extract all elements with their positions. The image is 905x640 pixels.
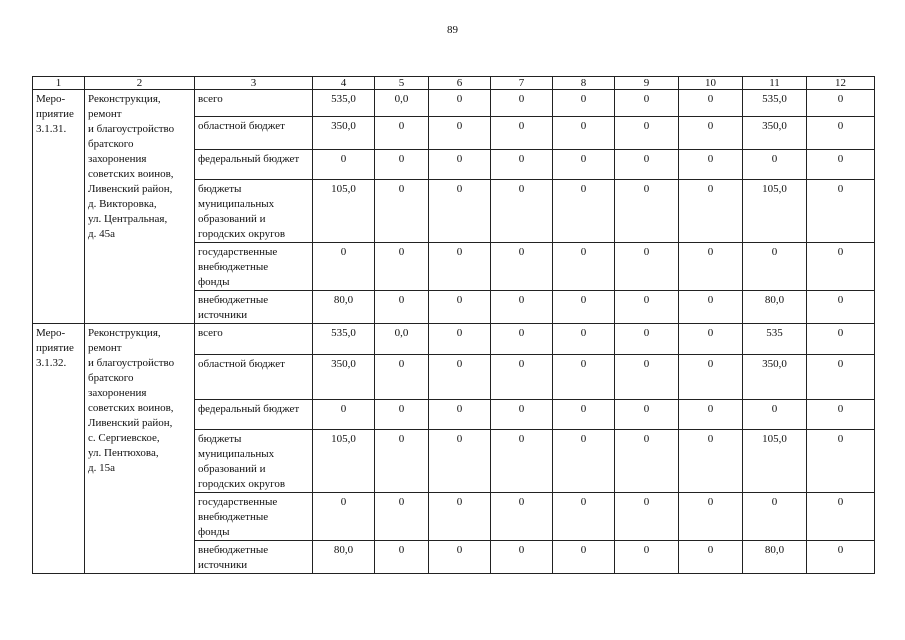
column-number-cell: 10 [679,77,743,90]
value-cell: 0 [615,117,679,150]
text-line: образований и [198,463,266,475]
value-cell: 0 [375,243,429,291]
value-cell: 0 [375,400,429,430]
value-cell: 0 [429,355,491,400]
value-cell: 0 [491,493,553,541]
text-line: и благоустройство [88,123,175,135]
value-cell: 0 [679,90,743,117]
value-cell: 105,0 [313,180,375,243]
value-cell: 0 [743,150,807,180]
value-cell: 535 [743,324,807,355]
column-number-cell: 7 [491,77,553,90]
value-cell: 0,0 [375,324,429,355]
value-cell: 0 [375,180,429,243]
value-cell: 0 [807,117,875,150]
value-cell: 0 [615,430,679,493]
text-line: бюджеты [198,183,242,195]
value-cell: 0 [429,90,491,117]
column-number-cell: 9 [615,77,679,90]
value-cell: 0 [615,150,679,180]
value-cell: 0 [679,150,743,180]
text-line: муниципальных [198,448,275,460]
value-cell: 0 [553,150,615,180]
value-cell: 0 [615,324,679,355]
value-cell: 0 [429,400,491,430]
text-line: захоронения [88,387,147,399]
value-cell: 0 [313,243,375,291]
column-number-cell: 8 [553,77,615,90]
text-line: Реконструкция, [88,93,161,105]
column-number-cell: 4 [313,77,375,90]
column-number-cell: 12 [807,77,875,90]
value-cell: 0 [491,541,553,574]
value-cell: 0 [491,430,553,493]
value-cell: 0 [615,291,679,324]
value-cell: 0 [375,150,429,180]
value-cell: 0 [375,355,429,400]
value-cell: 0 [491,400,553,430]
value-cell: 0 [807,150,875,180]
value-cell: 0 [429,150,491,180]
value-cell: 0 [375,291,429,324]
funding-source-cell [195,180,313,243]
value-cell: 0 [429,117,491,150]
page-number: 89 [447,24,458,36]
text-line: государственные [198,496,278,508]
value-cell: 0 [807,430,875,493]
value-cell: 0 [429,324,491,355]
value-cell: 0 [491,355,553,400]
value-cell: 0 [807,493,875,541]
text-line: фонды [198,276,230,288]
funding-source-cell [195,541,313,574]
value-cell: 0 [375,493,429,541]
funding-source-cell [195,430,313,493]
value-cell: 0 [429,243,491,291]
text-line: федеральный бюджет [198,153,300,165]
text-line: братского [88,372,134,384]
text-line: Меро- [36,327,66,339]
text-line: источники [198,309,248,321]
value-cell: 0 [679,400,743,430]
funding-source-cell [195,400,313,430]
text-line: фонды [198,526,230,538]
value-cell: 0 [429,493,491,541]
value-cell: 0 [491,117,553,150]
text-line: д. 45а [88,228,115,240]
value-cell: 0 [553,400,615,430]
text-line: образований и [198,213,266,225]
value-cell: 0 [429,541,491,574]
text-line: государственные [198,246,278,258]
value-cell: 0 [807,324,875,355]
table-row [33,90,875,117]
value-cell: 0 [743,243,807,291]
value-cell: 0 [553,117,615,150]
value-cell: 0 [553,493,615,541]
value-cell: 0 [491,291,553,324]
text-line: городских округов [198,228,286,240]
value-cell: 0 [615,400,679,430]
value-cell: 0 [553,355,615,400]
value-cell: 0 [615,355,679,400]
text-line: захоронения [88,153,147,165]
text-line: д. Викторовка, [88,198,157,210]
value-cell: 0 [429,430,491,493]
value-cell: 105,0 [743,180,807,243]
value-cell: 350,0 [313,117,375,150]
value-cell: 0 [807,400,875,430]
column-number-cell: 1 [33,77,85,90]
value-cell: 0 [553,430,615,493]
column-number-cell: 6 [429,77,491,90]
value-cell: 0 [313,493,375,541]
value-cell: 0 [615,541,679,574]
text-line: областной бюджет [198,120,285,132]
value-cell: 535,0 [313,90,375,117]
value-cell: 0 [553,291,615,324]
text-line: ремонт [88,108,122,120]
text-line: Реконструкция, [88,327,161,339]
description-cell [85,324,195,574]
value-cell: 0 [491,324,553,355]
funding-source-cell [195,355,313,400]
text-line: ул. Пентюхова, [88,447,159,459]
column-number-cell: 2 [85,77,195,90]
funding-source-cell [195,90,313,117]
text-line: советских воинов, [88,168,174,180]
value-cell: 0 [375,117,429,150]
value-cell: 80,0 [743,291,807,324]
text-line: областной бюджет [198,358,285,370]
value-cell: 350,0 [313,355,375,400]
text-line: всего [198,93,223,105]
value-cell: 350,0 [743,355,807,400]
text-line: городских округов [198,478,286,490]
value-cell: 0 [807,355,875,400]
funding-source-cell [195,291,313,324]
value-cell: 535,0 [313,324,375,355]
value-cell: 0 [807,180,875,243]
value-cell: 0 [679,324,743,355]
value-cell: 0 [491,150,553,180]
description-cell [85,90,195,324]
value-cell: 0 [375,430,429,493]
funding-source-cell [195,117,313,150]
value-cell: 0 [807,90,875,117]
column-number-cell: 11 [743,77,807,90]
value-cell: 0 [679,291,743,324]
text-line: советских воинов, [88,402,174,414]
value-cell: 0 [679,541,743,574]
value-cell: 0 [553,243,615,291]
column-number-cell: 5 [375,77,429,90]
column-number-row [33,77,875,90]
table-row [33,324,875,355]
value-cell: 0 [743,493,807,541]
text-line: источники [198,559,248,571]
value-cell: 0 [553,324,615,355]
value-cell: 0 [679,180,743,243]
value-cell: 0 [679,493,743,541]
text-line: Меро- [36,93,66,105]
value-cell: 0 [615,243,679,291]
funding-source-cell [195,243,313,291]
value-cell: 0 [743,400,807,430]
value-cell: 0 [679,430,743,493]
value-cell: 0 [491,180,553,243]
measure-cell [33,90,85,324]
budget-table [32,76,875,574]
value-cell: 0 [491,243,553,291]
value-cell: 0 [375,541,429,574]
value-cell: 0 [679,355,743,400]
value-cell: 0 [429,180,491,243]
value-cell: 0 [807,291,875,324]
value-cell: 0 [553,541,615,574]
value-cell: 0,0 [375,90,429,117]
text-line: братского [88,138,134,150]
text-line: муниципальных [198,198,275,210]
text-line: Ливенский район, [88,417,173,429]
measure-cell [33,324,85,574]
funding-source-cell [195,493,313,541]
value-cell: 0 [615,493,679,541]
text-line: Ливенский район, [88,183,173,195]
value-cell: 105,0 [743,430,807,493]
text-line: приятие [36,342,74,354]
text-line: внебюджетные [198,294,269,306]
text-line: всего [198,327,223,339]
value-cell: 80,0 [313,541,375,574]
value-cell: 80,0 [313,291,375,324]
value-cell: 0 [615,90,679,117]
text-line: ул. Центральная, [88,213,168,225]
funding-source-cell [195,150,313,180]
text-line: федеральный бюджет [198,403,300,415]
funding-source-cell [195,324,313,355]
text-line: 3.1.32. [36,357,67,369]
value-cell: 0 [679,243,743,291]
value-cell: 0 [807,541,875,574]
value-cell: 0 [313,150,375,180]
value-cell: 0 [615,180,679,243]
value-cell: 0 [553,180,615,243]
value-cell: 0 [491,90,553,117]
value-cell: 0 [807,243,875,291]
value-cell: 535,0 [743,90,807,117]
value-cell: 105,0 [313,430,375,493]
value-cell: 0 [553,90,615,117]
column-number-cell: 3 [195,77,313,90]
value-cell: 80,0 [743,541,807,574]
text-line: внебюджетные [198,261,269,273]
text-line: внебюджетные [198,511,269,523]
text-line: д. 15а [88,462,115,474]
value-cell: 0 [429,291,491,324]
value-cell: 0 [679,117,743,150]
text-line: 3.1.31. [36,123,67,135]
value-cell: 350,0 [743,117,807,150]
text-line: с. Сергиевское, [88,432,160,444]
text-line: внебюджетные [198,544,269,556]
text-line: приятие [36,108,74,120]
text-line: и благоустройство [88,357,175,369]
text-line: ремонт [88,342,122,354]
text-line: бюджеты [198,433,242,445]
value-cell: 0 [313,400,375,430]
